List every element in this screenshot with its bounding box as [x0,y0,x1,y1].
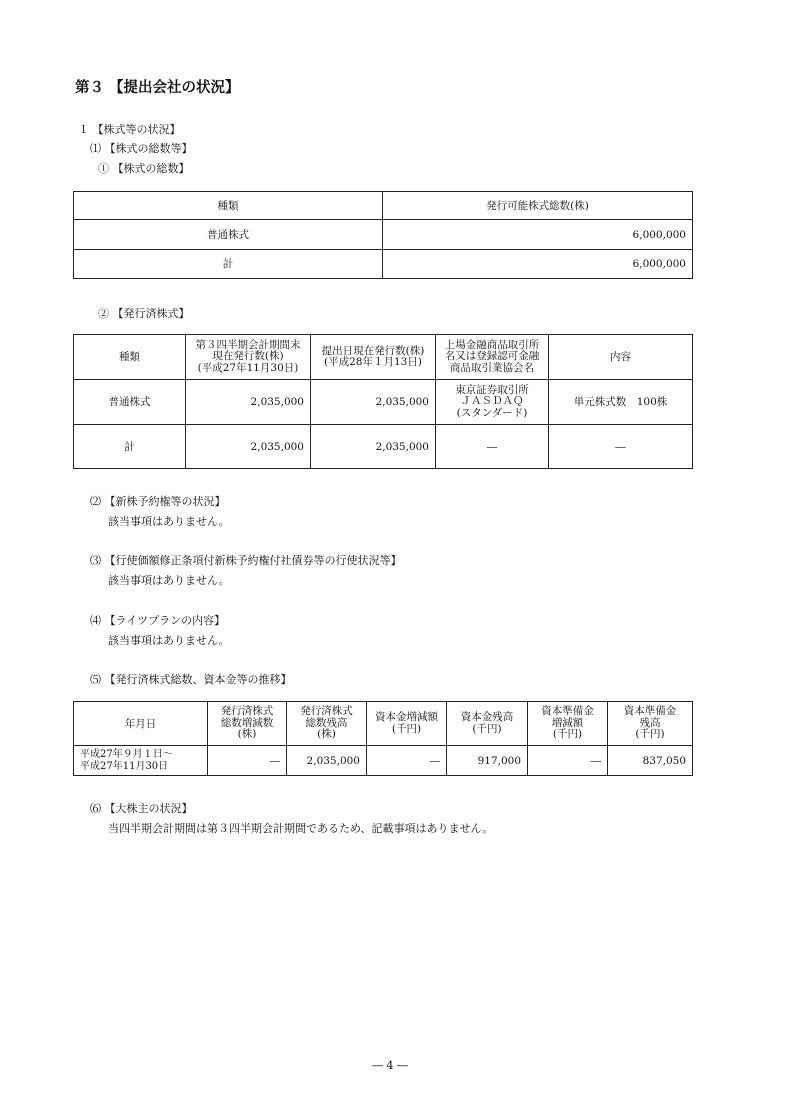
cell-content: ― [549,425,693,469]
cell-line: (スタンダード) [456,406,528,419]
header-line: (平成27年11月30日) [197,361,299,374]
table-row-total [74,250,693,279]
header-line: (千円) [391,722,422,735]
header-line: 資本金増減額 [375,711,438,723]
header-line: (千円) [552,728,583,741]
header-line: (株) [317,728,336,741]
body-text: 該当事項はありません。 [108,515,230,528]
cell-reserve-change: ― [528,746,608,776]
cell-date [74,746,208,776]
header-line: (千円) [635,728,665,741]
header-line: 現在発行数(株) [212,350,284,363]
cell-total: 6,000,000 [383,220,693,250]
heading-exercise-status: ⑶ 【行使価額修正条項付新株予約権付社債券等の行使状況等】 [90,554,402,567]
table-header-row [74,192,693,220]
heading-capital-changes: ⑸ 【発行済株式総数、資本金等の推移】 [90,673,292,686]
cell-content: 単元株式数 100株 [549,380,693,425]
header-reserve-change [528,702,608,746]
total-shares-table [73,191,693,279]
header-line: 発行済株式 [300,705,353,718]
header-capital-change [367,702,447,746]
header-line: 第３四半期会計期間末 [195,338,301,351]
cell-shares-balance: 2,035,000 [287,746,367,776]
cell-capital-balance: 917,000 [447,746,528,776]
cell-q3: 2,035,000 [186,425,311,469]
body-text: 該当事項はありません。 [108,574,230,587]
cell-type: 計 [74,250,383,279]
heading-stock-acquisition-rights: ⑵ 【新株予約権等の状況】 [90,495,226,508]
table-row [74,380,693,425]
cell-q3: 2,035,000 [186,380,311,425]
body-text: 該当事項はありません。 [108,634,230,647]
cell-type: 普通株式 [74,380,186,425]
header-line: 増減額 [551,716,584,729]
header-exchange [436,335,549,380]
header-filing-issued [311,335,436,380]
table-row [74,220,693,250]
cell-capital-change: ― [367,746,447,776]
header-line: 総数残高 [305,716,348,729]
page-title: 第３ 【提出会社の状況】 [75,80,240,96]
cell-line: 東京証券取引所 [455,383,529,396]
header-capital-balance [447,702,528,746]
header-date: 年月日 [74,702,208,746]
header-line: (千円) [472,722,502,735]
cell-filing: 2,035,000 [311,380,436,425]
table-row [74,746,693,776]
heading-stock-status: １ 【株式等の状況】 [78,123,181,136]
header-line: 名又は登録認可金融 [444,350,540,363]
header-line: 資本準備金 [541,705,594,718]
header-reserve-balance [608,702,693,746]
header-authorized-total: 発行可能株式総数(株) [383,192,693,220]
cell-line: 平成27年９月１日～ [80,749,173,760]
table-header-row [74,335,693,380]
header-content: 内容 [549,335,693,380]
capital-changes-table [73,701,693,776]
header-type: 種類 [74,192,383,220]
cell-exchange: ― [436,425,549,469]
table-row-total [74,425,693,469]
cell-type: 計 [74,425,186,469]
header-line: 資本準備金 [623,705,677,718]
header-type: 種類 [74,335,186,380]
cell-exchange [436,380,549,425]
heading-major-shareholders: ⑹ 【大株主の状況】 [90,802,193,815]
heading-total-shares: ① 【株式の総数】 [98,162,190,175]
heading-total-shares-etc: ⑴ 【株式の総数等】 [90,142,193,155]
page-number: ― 4 ― [372,1059,408,1072]
header-line: 上場金融商品取引所 [444,338,540,351]
cell-shares-change: ― [208,746,287,776]
header-line: 総数増減数 [220,716,274,729]
cell-line: 平成27年11月30日 [80,760,169,772]
body-text: 当四半期会計期間は第３四半期会計期間であるため、記載事項はありません。 [108,822,494,835]
heading-rights-plan: ⑷ 【ライツプランの内容】 [90,614,226,627]
cell-total: 6,000,000 [383,250,693,279]
cell-filing: 2,035,000 [311,425,436,469]
header-shares-balance [287,702,367,746]
cell-type: 普通株式 [74,220,383,250]
cell-line: ＪＡＳＤＡＱ [460,395,524,408]
issued-shares-table [73,334,693,469]
heading-issued-shares: ② 【発行済株式】 [98,307,190,320]
header-line: 商品取引業協会名 [450,361,534,374]
header-q3-issued [186,335,311,380]
cell-reserve-balance: 837,050 [608,746,693,776]
header-line: 発行済株式 [220,705,274,718]
header-line: 残高 [639,716,661,729]
header-shares-change [208,702,287,746]
header-line: 資本金残高 [460,711,514,723]
header-line: (平成28年１月13日) [324,356,422,368]
table-header-row [74,702,693,746]
header-line: (株) [237,728,257,741]
header-line: 提出日現在発行数(株) [321,344,425,357]
